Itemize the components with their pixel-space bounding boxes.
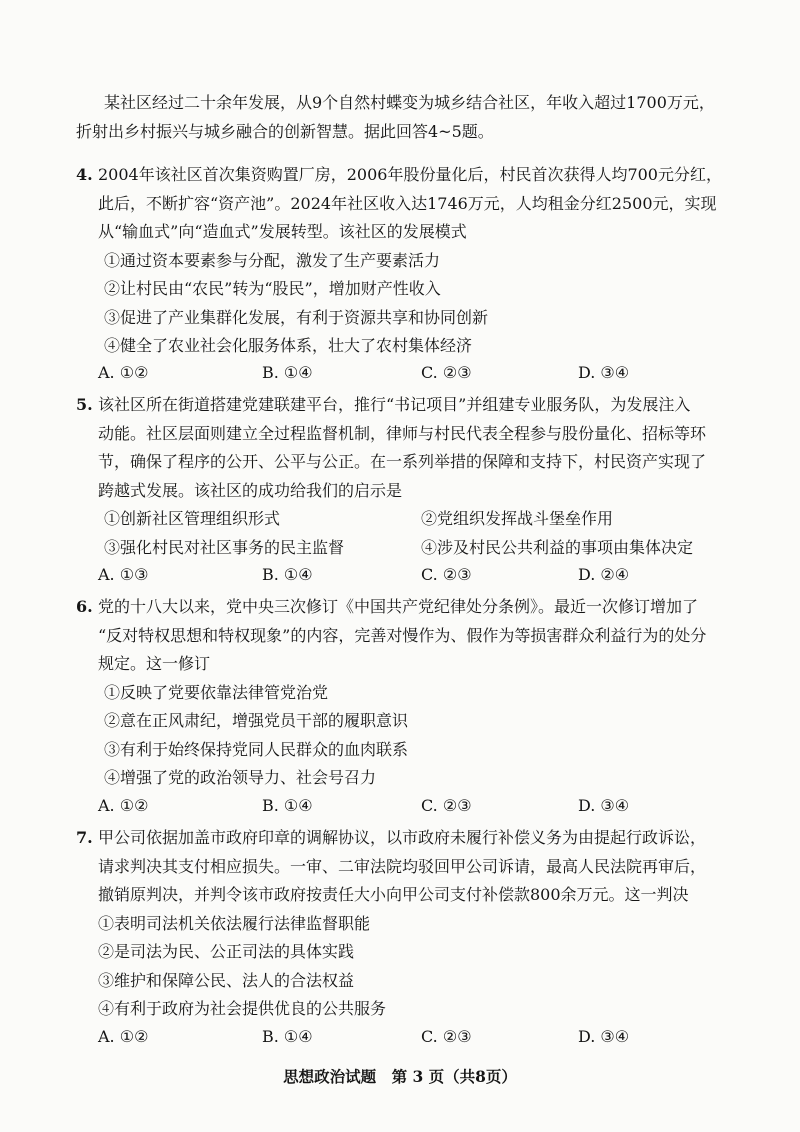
question-6-item-4: ④增强了党的政治领导力、社会号召力 bbox=[104, 768, 377, 787]
question-6-item-2: ②意在正风肃纪，增强党员干部的履职意识 bbox=[104, 711, 409, 730]
question-6-item-3: ③有利于始终保持党同人民群众的血肉联系 bbox=[104, 740, 409, 759]
question-5-item-1: ①创新社区管理组织形式 bbox=[104, 509, 281, 528]
question-7-item-2: ②是司法为民、公正司法的具体实践 bbox=[98, 942, 355, 961]
question-7-item-3: ③维护和保障公民、法人的合法权益 bbox=[98, 971, 355, 990]
question-5-option-b[interactable]: B. ①④ bbox=[262, 565, 313, 584]
question-5-option-c[interactable]: C. ②③ bbox=[421, 565, 472, 584]
question-4-stem-3: 从“输血式”向“造血式”发展转型。该社区的发展模式 bbox=[98, 222, 467, 241]
question-5-option-a[interactable]: A. ①③ bbox=[98, 565, 149, 584]
question-5-number: 5. bbox=[76, 395, 93, 414]
question-4-option-d[interactable]: D. ③④ bbox=[578, 363, 630, 382]
question-6-option-c[interactable]: C. ②③ bbox=[421, 796, 472, 815]
question-4-option-c[interactable]: C. ②③ bbox=[421, 363, 472, 382]
question-7-option-d[interactable]: D. ③④ bbox=[578, 1027, 630, 1046]
question-4-item-4: ④健全了农业社会化服务体系，壮大了农村集体经济 bbox=[104, 336, 473, 355]
question-5-stem-3: 节，确保了程序的公开、公平与公正。在一系列举措的保障和支持下，村民资产实现了 bbox=[98, 452, 707, 471]
question-6-stem-2: “反对特权思想和特权现象”的内容，完善对慢作为、假作为等损害群众利益行为的处分 bbox=[98, 626, 707, 645]
question-7-stem-3: 撤销原判决，并判令该市政府按责任大小向甲公司支付补偿款800余万元。这一判决 bbox=[98, 885, 689, 904]
question-6-number: 6. bbox=[76, 597, 93, 616]
question-6-stem-3: 规定。这一修订 bbox=[98, 654, 211, 673]
question-7-item-4: ④有利于政府为社会提供优良的公共服务 bbox=[98, 999, 387, 1018]
question-5-stem-4: 跨越式发展。该社区的成功给我们的启示是 bbox=[98, 481, 403, 500]
question-5-option-d[interactable]: D. ②④ bbox=[578, 565, 630, 584]
question-5-stem-2: 动能。社区层面则建立全过程监督机制，律师与村民代表全程参与股份量化、招标等环 bbox=[98, 424, 707, 443]
question-7-item-1: ①表明司法机关依法履行法律监督职能 bbox=[98, 914, 371, 933]
question-5-item-2: ②党组织发挥战斗堡垒作用 bbox=[421, 509, 614, 528]
question-4-option-b[interactable]: B. ①④ bbox=[262, 363, 313, 382]
question-4-stem-2: 此后，不断扩容“资产池”。2024年社区收入达1746万元，人均租金分红2500元，实现 bbox=[98, 194, 717, 213]
question-5-item-4: ④涉及村民公共利益的事项由集体决定 bbox=[421, 538, 694, 557]
question-7-stem-1: 甲公司依据加盖市政府印章的调解协议，以市政府未履行补偿义务为由提起行政诉讼， bbox=[98, 828, 707, 847]
question-4-item-1: ①通过资本要素参与分配，激发了生产要素活力 bbox=[104, 251, 441, 270]
question-5-stem-1: 该社区所在街道搭建党建联建平台，推行“书记项目”并组建专业服务队，为发展注入 bbox=[98, 395, 691, 414]
question-7-option-a[interactable]: A. ①② bbox=[98, 1027, 149, 1046]
question-6-option-a[interactable]: A. ①② bbox=[98, 796, 149, 815]
intro-line-1: 某社区经过二十余年发展，从9个自然村蝶变为城乡结合社区，年收入超过1700万元， bbox=[104, 93, 715, 112]
question-6-item-1: ①反映了党要依靠法律管党治党 bbox=[104, 683, 329, 702]
question-7-option-b[interactable]: B. ①④ bbox=[262, 1027, 313, 1046]
question-4-number: 4. bbox=[76, 165, 93, 184]
question-7-option-c[interactable]: C. ②③ bbox=[421, 1027, 472, 1046]
question-7-number: 7. bbox=[76, 828, 93, 847]
question-4-item-3: ③促进了产业集群化发展，有利于资源共享和协同创新 bbox=[104, 308, 489, 327]
question-6-option-b[interactable]: B. ①④ bbox=[262, 796, 313, 815]
question-6-stem-1: 党的十八大以来，党中央三次修订《中国共产党纪律处分条例》。最近一次修订增加了 bbox=[98, 597, 699, 616]
intro-line-2: 折射出乡村振兴与城乡融合的创新智慧。据此回答4~5题。 bbox=[76, 122, 494, 141]
question-4-option-a[interactable]: A. ①② bbox=[98, 363, 149, 382]
page-footer: 思想政治试题 第 3 页（共8页） bbox=[283, 1067, 517, 1086]
question-4-stem-1: 2004年该社区首次集资购置厂房，2006年股份量化后，村民首次获得人均700元分红， bbox=[98, 165, 722, 184]
question-4-item-2: ②让村民由“农民”转为“股民”，增加财产性收入 bbox=[104, 279, 441, 298]
question-6-option-d[interactable]: D. ③④ bbox=[578, 796, 630, 815]
question-5-item-3: ③强化村民对社区事务的民主监督 bbox=[104, 538, 345, 557]
question-7-stem-2: 请求判决其支付相应损失。一审、二审法院均驳回甲公司诉请，最高人民法院再审后， bbox=[98, 857, 707, 876]
